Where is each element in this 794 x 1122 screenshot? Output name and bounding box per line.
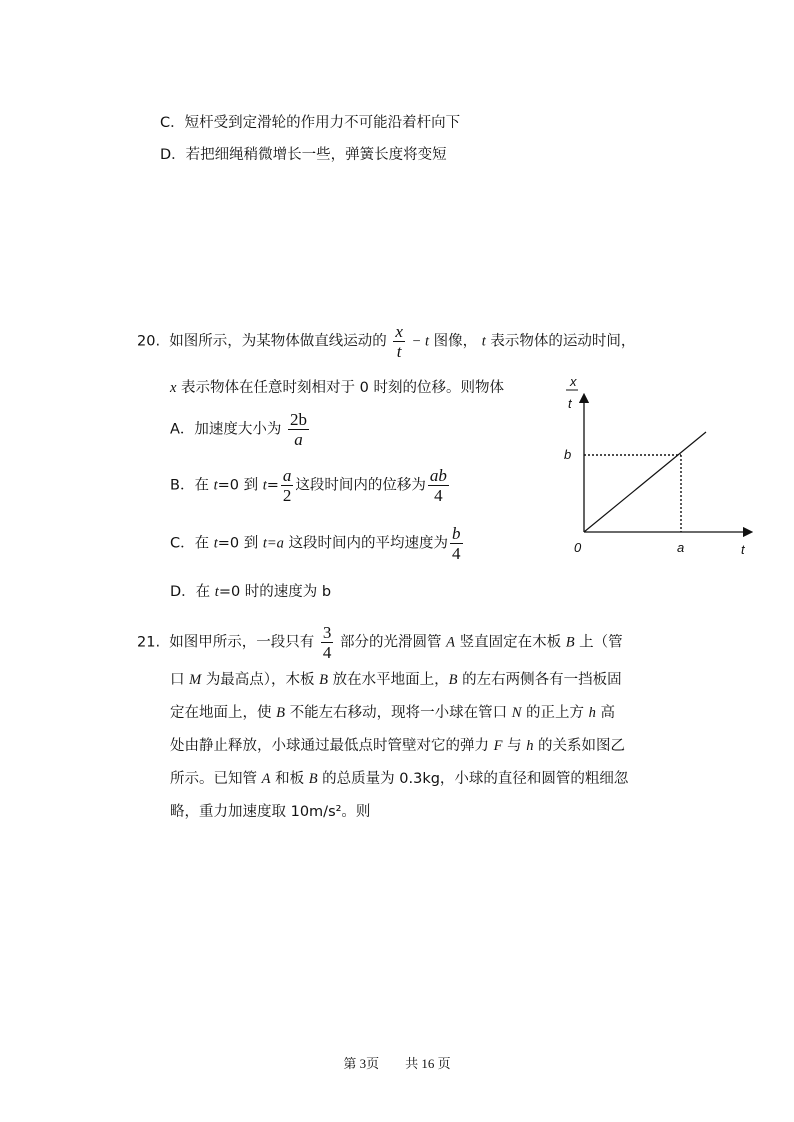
q21-var-m: M (189, 672, 202, 688)
q21-line4-a: 处由静止释放，小球通过最低点时管壁对它的弹力 (170, 738, 489, 754)
q20-option-b-mid1: =0 到 (217, 477, 259, 494)
q21-line2-d: 的左右两侧各有一挡板固 (462, 672, 622, 688)
q21-var-b5: B (308, 771, 318, 787)
q21-line3 (170, 701, 615, 722)
q21-var-a2: A (261, 771, 271, 787)
q20-option-c-ans-num: b (452, 524, 461, 543)
q20-stem-part3: 表示物体的运动时间， (490, 333, 636, 350)
q20-option-c-eqa: =a (266, 535, 284, 552)
q21-line6: 略，重力加速度取 10m/s²。则 (170, 804, 371, 820)
q21-line4-b: 与 (507, 738, 522, 754)
q20-option-c-ans-den: 4 (452, 544, 461, 563)
q20-option-b-t2: t (262, 477, 267, 494)
q20-stem-line1 (137, 322, 635, 361)
q20-option-d-text: =0 时的速度为 b (218, 584, 332, 600)
q20-option-c-mid1: =0 到 (217, 535, 259, 552)
q21-line5 (170, 767, 628, 788)
q21-line2-b: 为最高点），木板 (205, 672, 315, 688)
q21-var-a: A (446, 634, 455, 651)
q21-var-h: h (588, 705, 596, 721)
q20-option-c-t2: t (262, 535, 267, 552)
q21-line1-b: 部分的光滑圆管 (340, 634, 442, 651)
q21-line2 (170, 668, 622, 689)
graph-data-line (584, 432, 706, 532)
q21-line3-a: 定在地面上，使 (170, 705, 272, 721)
q20-option-d (170, 580, 331, 601)
q20-frac-num: x (395, 322, 403, 341)
q20-option-c-t1: t (213, 535, 218, 552)
q20-stem-part1: 如图所示，为某物体做直线运动的 (169, 333, 387, 350)
q21-line2-c: 放在水平地面上， (332, 672, 449, 688)
q20-stem-line2 (170, 376, 504, 397)
q21-line3-b: 不能左右移动，现将一小球在管口 (289, 705, 508, 721)
q21-line5-b: 和板 (275, 771, 305, 787)
q21-var-b4: B (276, 705, 285, 721)
q20-option-a (170, 410, 311, 449)
graph-t-label: t (741, 542, 745, 557)
q20-option-b-ans-num: ab (429, 466, 447, 485)
q20-option-c-mid2: 这段时间内的平均速度为 (288, 535, 449, 552)
q20-option-b-mid2: 这段时间内的位移为 (295, 477, 426, 494)
q20-option-c-label: C．在 (170, 535, 210, 552)
graph-y-label-num: x (570, 374, 577, 389)
q21-var-n: N (511, 705, 522, 721)
q21-frac-num: 3 (322, 623, 332, 642)
q21-var-h2: h (526, 738, 534, 754)
q20-option-c-answer (450, 524, 463, 563)
q21-var-b3: B (448, 672, 458, 688)
q21-frac-den: 4 (322, 643, 332, 662)
q21-line3-c: 的正上方 (525, 705, 584, 721)
graph-b-label: b (564, 447, 572, 462)
q21-line1-a: 如图甲所示，一段只有 (169, 634, 315, 651)
q20-option-c (170, 524, 465, 563)
q20-option-b-eq: = (266, 477, 279, 494)
q20-option-a-label: A．加速度大小为 (170, 421, 282, 438)
q19-option-c: C．短杆受到定滑轮的作用力不可能沿着杆向下 (160, 115, 461, 131)
q20-stem-line2-text: 表示物体在任意时刻相对于 0 时刻的位移。则物体 (181, 380, 504, 396)
q21-var-f: F (493, 738, 503, 754)
q21-var-b: B (565, 634, 575, 651)
q20-t-var: t (481, 333, 486, 350)
q21-line4-c: 的关系如图乙 (538, 738, 626, 754)
q21-number: 21. (137, 634, 161, 651)
q20-option-b-answer (428, 466, 449, 505)
q20-option-b-label: B．在 (170, 477, 209, 494)
q21-line4 (170, 734, 625, 755)
q21-line5-c: 的总质量为 0.3kg，小球的直径和圆管的粗细忽 (322, 771, 629, 787)
graph-y-label-den: t (568, 396, 572, 411)
q20-option-d-t: t (214, 584, 219, 600)
q20-option-b-t1: t (213, 477, 218, 494)
q20-option-b-frac-den: 2 (282, 486, 292, 505)
q20-xt-fraction (393, 322, 405, 361)
q21-fraction (321, 623, 334, 662)
q21-var-b2: B (319, 672, 329, 688)
q20-number: 20. (137, 333, 161, 350)
q20-option-d-label: D．在 (170, 584, 211, 600)
graph-origin-label: 0 (574, 540, 582, 555)
q21-line2-a: 口 (170, 672, 185, 688)
q21-line1 (137, 623, 623, 662)
q20-option-a-fraction (288, 410, 309, 449)
q21-line1-d: 上（管 (579, 634, 623, 651)
graph-a-label: a (677, 540, 685, 555)
q21-line3-d: 高 (600, 705, 615, 721)
q20-option-b-frac-num: a (282, 466, 292, 485)
q21-line1-c: 竖直固定在木板 (459, 634, 562, 651)
q20-option-a-den: a (294, 430, 303, 449)
page-footer: 第 3页 共 16 页 (343, 1056, 451, 1071)
q20-option-b (170, 466, 451, 505)
q19-option-d: D．若把细绳稍微增长一些，弹簧长度将变短 (160, 147, 447, 163)
xt-graph (556, 368, 756, 568)
q20-frac-den: t (396, 342, 402, 361)
q20-option-b-fraction (281, 466, 294, 505)
q20-option-a-num: 2b (290, 410, 308, 429)
q20-stem-dash: − t (411, 333, 429, 350)
q20-option-b-ans-den: 4 (434, 486, 443, 505)
q20-x-var: x (170, 380, 177, 396)
q21-line5-a: 所示。已知管 (170, 771, 257, 787)
q20-stem-part2: 图像， (433, 333, 478, 350)
